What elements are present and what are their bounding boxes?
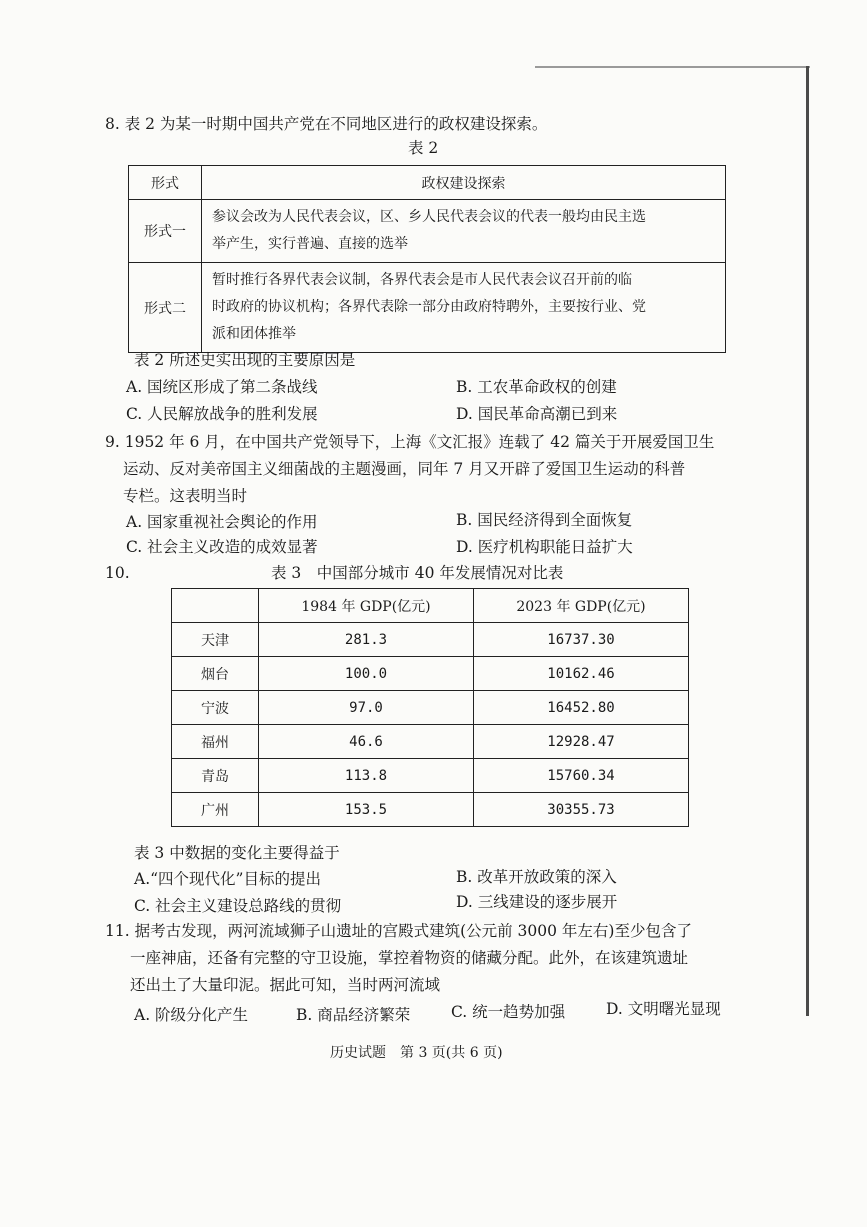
q9-line-3: 专栏。这表明当时 [123,487,248,505]
table3-gdp-1984: 46.6 [259,725,474,759]
table3-header-1984: 1984 年 GDP(亿元) [259,589,474,623]
table2-row-line: 暂时推行各界代表会议制，各界代表会是市人民代表会议召开前的临 [212,272,632,288]
table-row [172,589,689,623]
table3-gdp-1984: 100.0 [259,657,474,691]
table2-row-line: 时政府的协议机构；各界代表除一部分由政府特聘外，主要按行业、党 [212,299,646,315]
q9-option-a: A. 国家重视社会舆论的作用 [126,513,318,531]
table2-row-content [202,200,726,263]
right-border-line [806,66,809,1016]
q9-option-d: D. 医疗机构职能日益扩大 [456,538,633,556]
q8-stem: 8. 表 2 为某一时期中国共产党在不同地区进行的政权建设探索。 [105,115,548,133]
table3-city: 宁波 [172,691,259,725]
table-row [129,166,726,200]
q11-line-3: 还出土了大量印泥。据此可知，当时两河流域 [130,976,441,994]
q9-option-b: B. 国民经济得到全面恢复 [456,511,633,529]
table3-gdp-2023: 30355.73 [474,793,689,827]
table3-gdp-1984: 281.3 [259,623,474,657]
q8-option-c: C. 人民解放战争的胜利发展 [126,405,318,423]
table3-city: 福州 [172,725,259,759]
q11-option-b: B. 商品经济繁荣 [296,1006,411,1024]
table3 [171,588,689,827]
q11-line-1: 11. 据考古发现，两河流域狮子山遗址的宫殿式建筑(公元前 3000 年左右)至少包含了 [105,922,692,940]
table3-title: 表 3 中国部分城市 40 年发展情况对比表 [271,564,564,582]
q10-option-d: D. 三线建设的逐步展开 [456,893,618,911]
table2-title: 表 2 [408,139,439,157]
table3-gdp-2023: 10162.46 [474,657,689,691]
q8-option-b: B. 工农革命政权的创建 [456,378,617,396]
table-row [172,657,689,691]
table3-city: 广州 [172,793,259,827]
q9-line-2: 运动、反对美帝国主义细菌战的主题漫画，同年 7 月又开辟了爱国卫生运动的科普 [123,460,686,478]
table2-row-label: 形式二 [129,263,202,353]
page-footer: 历史试题 第 3 页(共 6 页) [330,1045,503,1061]
table3-gdp-2023: 16737.30 [474,623,689,657]
q8-option-a: A. 国统区形成了第二条战线 [126,378,318,396]
table2 [128,165,726,353]
table-row [129,263,726,353]
q9-option-c: C. 社会主义改造的成效显著 [126,538,318,556]
table3-city: 烟台 [172,657,259,691]
q8-question: 表 2 所述史实出现的主要原因是 [134,351,356,369]
table2-row-line: 派和团体推举 [212,326,296,342]
table3-city: 天津 [172,623,259,657]
q10-option-a: A.“四个现代化”目标的提出 [134,870,321,888]
table3-header-2023: 2023 年 GDP(亿元) [474,589,689,623]
top-border-line [535,66,810,68]
table-row [172,725,689,759]
q10-option-b: B. 改革开放政策的深入 [456,868,617,886]
q11-option-a: A. 阶级分化产生 [134,1006,249,1024]
q10-question: 表 3 中数据的变化主要得益于 [134,844,340,862]
q9-line-1: 9. 1952 年 6 月，在中国共产党领导下，上海《文汇报》连载了 42 篇关于开展爱国卫生 [105,433,715,451]
table3-gdp-1984: 153.5 [259,793,474,827]
table-row [129,200,726,263]
table3-gdp-2023: 12928.47 [474,725,689,759]
q10-number: 10. [105,564,130,582]
table3-gdp-1984: 97.0 [259,691,474,725]
table3-gdp-2023: 15760.34 [474,759,689,793]
q11-option-c: C. 统一趋势加强 [451,1003,566,1021]
q11-line-2: 一座神庙，还备有完整的守卫设施，掌控着物资的储藏分配。此外，在该建筑遗址 [130,949,689,967]
table-row [172,793,689,827]
table-row [172,623,689,657]
table2-header-content: 政权建设探索 [202,166,726,200]
q10-option-c: C. 社会主义建设总路线的贯彻 [134,897,342,915]
table2-row-line: 举产生，实行普遍、直接的选举 [212,236,408,252]
table2-row-label: 形式一 [129,200,202,263]
q8-option-d: D. 国民革命高潮已到来 [456,405,618,423]
table3-gdp-1984: 113.8 [259,759,474,793]
q11-option-d: D. 文明曙光显现 [606,1000,721,1018]
table-row [172,691,689,725]
table3-gdp-2023: 16452.80 [474,691,689,725]
table-row [172,759,689,793]
table2-row-content [202,263,726,353]
table2-row-line: 参议会改为人民代表会议，区、乡人民代表会议的代表一般均由民主选 [212,209,646,225]
table3-header-empty [172,589,259,623]
table3-city: 青岛 [172,759,259,793]
table2-header-form: 形式 [129,166,202,200]
